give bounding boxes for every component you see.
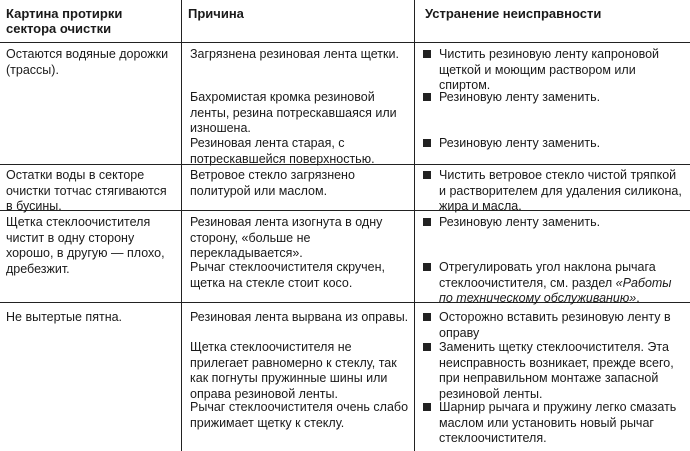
fix-text: Шарнир рычага и пружину легко смазать маслом или установить новый рычаг стеклоочистителя. [439,400,677,445]
bullet-icon [423,139,431,147]
column-divider [414,0,415,451]
table-header [0,0,690,42]
fix-item [421,90,685,106]
fix-item [421,136,685,152]
bullet-icon [423,403,431,411]
fix-text: Отрегулировать угол наклона рычага стеклоочистителя, см. раздел [439,260,656,290]
header-fix: Устранение неисправности [425,6,602,21]
symptom-text: Остаются водяные дорожки (трассы). [6,47,169,77]
fix-text: Осторожно вставить резиновую ленту в оправу [439,310,671,340]
fix-text: Чистить резиновую ленту капроновой щеткой и моющим раствором или спиртом. [439,47,660,92]
cause-text: Резиновая лента вырвана из оправы. [190,310,409,324]
fix-end: . [636,291,640,305]
symptom-text: Остатки воды в секторе очистки тотчас стягиваются в бусины. [6,168,167,213]
cause-text: Резиновая лента старая, с потрескавшейся поверхностью. [190,136,375,166]
cause-text: Рычаг стеклоочистителя очень слабо прижимает щетку к стеклу. [190,400,409,430]
row-divider [0,42,690,43]
fix-item [421,310,685,341]
header-symptom: Картина протирки сектора очистки [6,6,123,36]
fix-item [421,168,685,215]
cause-text: Щетка стеклоочистителя не прилегает равномерно к стеклу, так как погнуты пружинные шины или оправа резиновой ленты. [190,340,397,401]
fix-item [421,47,685,94]
header-cause: Причина [188,6,244,21]
fix-text: Резиновую ленту заменить. [439,136,601,150]
cause-text: Бахромистая кромка резиновой ленты, резина потрескавшаяся или изношена. [190,90,397,135]
bullet-icon [423,313,431,321]
fix-item [421,400,685,447]
fix-item [421,260,685,307]
cause-text: Ветровое стекло загрязнено политурой или маслом. [190,168,355,198]
fix-item [421,340,685,402]
fix-text: Заменить щетку стеклоочистителя. Эта неисправность возникает, прежде всего, при неправильном монтаже запасной резиновой ленты. [439,340,674,401]
fix-text: Резиновую ленту заменить. [439,215,601,229]
cause-text: Рычаг стеклоочистителя скручен, щетка на стекле стоит косо. [190,260,386,290]
symptom-text: Не вытертые пятна. [6,310,123,324]
bullet-icon [423,50,431,58]
cause-text: Загрязнена резиновая лента щетки. [190,47,399,61]
column-divider [181,0,182,451]
bullet-icon [423,218,431,226]
bullet-icon [423,263,431,271]
fix-text: Чистить ветровое стекло чистой тряпкой и растворителем для удаления силикона, жира и масла. [439,168,682,213]
fix-text: Резиновую ленту заменить. [439,90,601,104]
fix-item [421,215,685,231]
fix-reference: «Работы по техническому обслуживанию» [439,275,672,305]
bullet-icon [423,171,431,179]
cause-text: Резиновая лента изогнута в одну сторону, «больше не перекладывается». [190,215,383,260]
bullet-icon [423,343,431,351]
bullet-icon [423,93,431,101]
symptom-text: Щетка стеклоочистителя чистит в одну сторону хорошо, в другую — плохо, дребезжит. [6,215,165,276]
